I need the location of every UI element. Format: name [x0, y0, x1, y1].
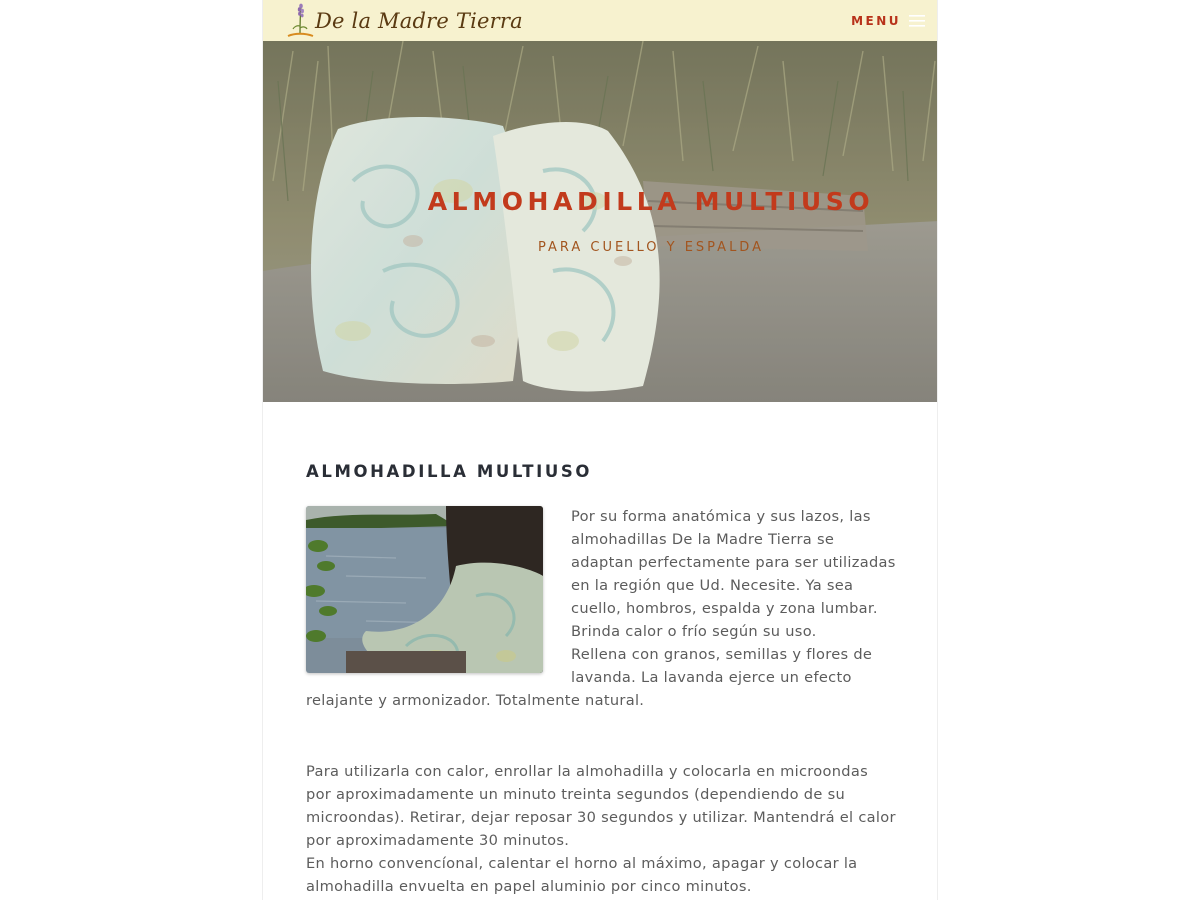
- menu-button[interactable]: [851, 0, 925, 41]
- section-heading: ALMOHADILLA MULTIUSO: [306, 462, 592, 481]
- menu-label: MENU: [851, 13, 901, 28]
- hamburger-icon: [909, 14, 925, 28]
- usage-block: [306, 760, 898, 898]
- intro-paragraph-2: Rellena con granos, semillas y flores de lavanda. La lavanda ejerce un efecto relajante y armonizador. Totalmente natural.: [306, 646, 873, 709]
- site-logo[interactable]: [285, 0, 523, 41]
- logo-text: De la Madre Tierra: [315, 8, 523, 33]
- hero-banner: [263, 41, 938, 402]
- hero-subtitle: PARA CUELLO Y ESPALDA: [538, 240, 764, 255]
- hero-background-image: [263, 41, 938, 402]
- usage-paragraph-1: Para utilizarla con calor, enrollar la almohadilla y colocarla en microondas por aproximadamente un minuto treinta segundos (dependiendo de su microondas). Retirar, dejar reposar 30 segundos y utilizar. Mantendrá el calor por aproximadamente 30 minutos.: [306, 763, 896, 849]
- usage-paragraph-2: En horno convencíonal, calentar el horno al máximo, apagar y colocar la almohadilla envuelta en papel aluminio por cinco minutos.: [306, 855, 858, 895]
- intro-paragraph: Por su forma anatómica y sus lazos, las almohadillas De la Madre Tierra se adaptan perfectamente para ser utilizadas en la región que Ud. Necesite. Ya sea cuello, hombros, espalda y zona lumbar. Brinda calor o frío según su uso.: [571, 508, 896, 640]
- lavender-sprig-icon: [285, 0, 315, 41]
- site-header: [263, 0, 938, 41]
- page: [262, 0, 938, 900]
- hero-title: ALMOHADILLA MULTIUSO: [427, 187, 875, 216]
- product-photo: [306, 506, 543, 673]
